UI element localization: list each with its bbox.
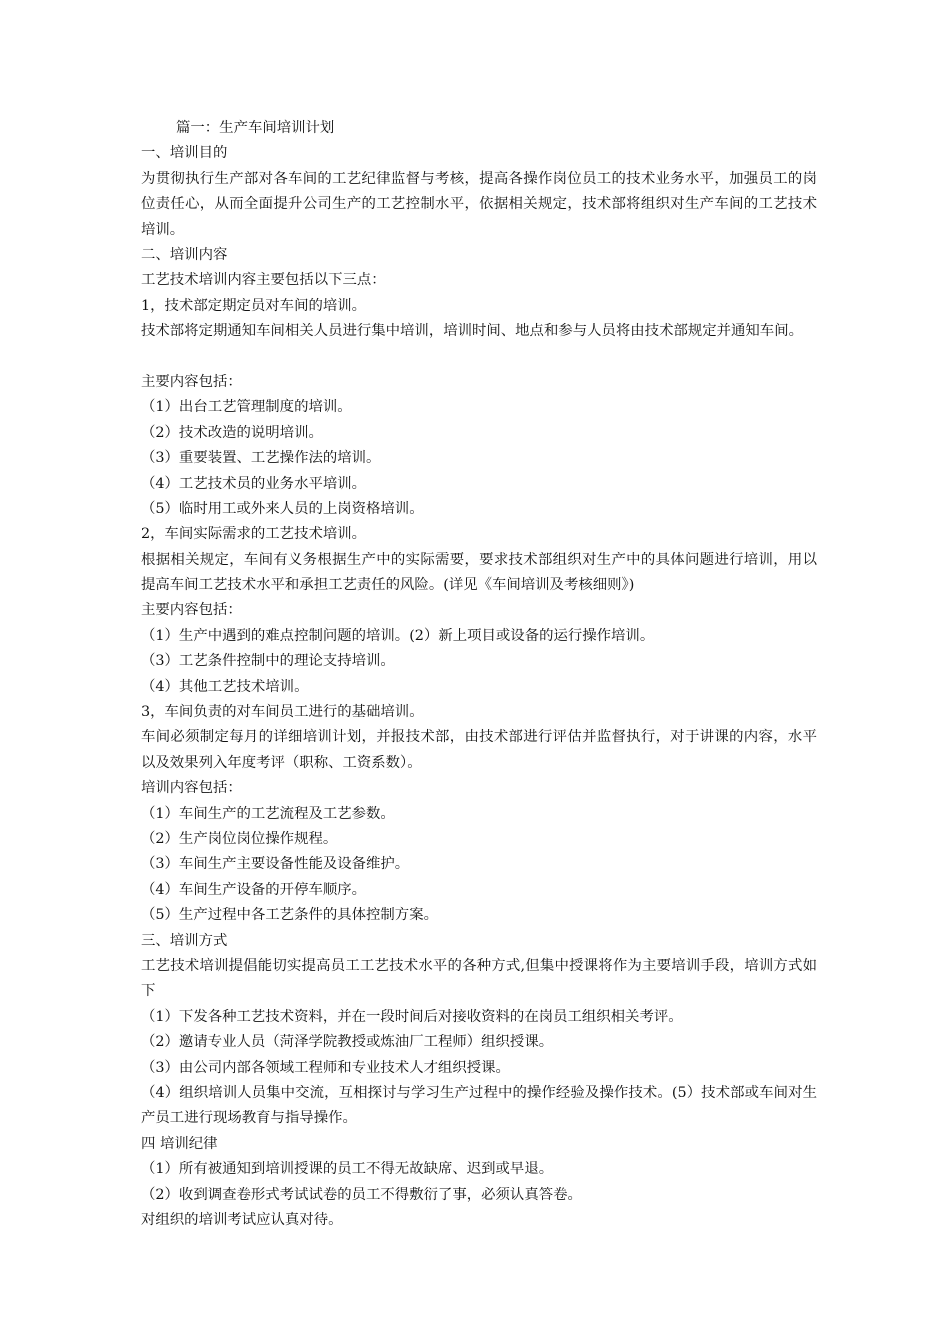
list-item: （5）临时用工或外来人员的上岗资格培训。	[141, 500, 424, 517]
list-label-main-content: 主要内容包括：	[141, 602, 242, 619]
list-item: （1）所有被通知到培训授课的员工不得无故缺席、迟到或早退。	[141, 1161, 554, 1178]
subheading-workshop-needs: 2，车间实际需求的工艺技术培训。	[141, 526, 367, 543]
list-item: （5）生产过程中各工艺条件的具体控制方案。	[141, 907, 438, 924]
subheading-basic-training: 3，车间负责的对车间员工进行的基础培训。	[141, 704, 424, 721]
list-item: （4）工艺技术员的业务水平培训。	[141, 475, 367, 492]
section-heading-content: 二、培训内容	[141, 246, 228, 263]
list-item: （3）重要装置、工艺操作法的培训。	[141, 450, 381, 467]
list-item: （4）其他工艺技术培训。	[141, 678, 309, 695]
paragraph-tech-dept-training: 技术部将定期通知车间相关人员进行集中培训，培训时间、地点和参与人员将由技术部规定并通知车间。	[141, 323, 803, 340]
section-heading-method: 三、培训方式	[141, 932, 228, 949]
list-item: （1）生产中遇到的难点控制问题的培训。(2）新上项目或设备的运行操作培训。	[141, 627, 655, 644]
list-item: （2）生产岗位岗位操作规程。	[141, 831, 338, 847]
paragraph-method: 工艺技术培训提倡能切实提高员工工艺技术水平的各种方式,但集中授课将作为主要培训手段，培训方式如下	[141, 957, 817, 1000]
paragraph-basic-training: 车间必须制定每月的详细培训计划，并报技术部，由技术部进行评估并监督执行，对于讲课的内容，水平以及效果列入年度考评（职称、工资系数）。	[141, 729, 817, 771]
paragraph-purpose: 为贯彻执行生产部对各车间的工艺纪律监督与考核，提高各操作岗位员工的技术业务水平，加强员工的岗位责任心，从而全面提升公司生产的工艺控制水平，依据相关规定，技术部将组织对生产车间的工艺技术培训。	[141, 170, 817, 238]
section-heading-discipline: 四 培训纪律	[141, 1135, 218, 1152]
list-item: （3）工艺条件控制中的理论支持培训。	[141, 653, 395, 670]
paragraph-content-intro: 工艺技术培训内容主要包括以下三点：	[141, 272, 386, 289]
list-item: （3）车间生产主要设备性能及设备维护。	[141, 856, 410, 873]
list-item: （1）车间生产的工艺流程及工艺参数。	[141, 805, 395, 822]
paragraph-workshop-needs: 根据相关规定，车间有义务根据生产中的实际需要，要求技术部组织对生产中的具体问题进行培训，用以提高车间工艺技术水平和承担工艺责任的风险。(详见《车间培训及考核细则》)	[141, 551, 817, 594]
closing-line: 对组织的培训考试应认真对待。	[141, 1211, 343, 1228]
list-item: （4）组织培训人员集中交流，互相探讨与学习生产过程中的操作经验及操作技术。(5）技术部或车间对生产员工进行现场教育与指导操作。	[141, 1084, 817, 1127]
subheading-tech-dept-training: 1，技术部定期定员对车间的培训。	[141, 297, 367, 314]
list-item: （3）由公司内部各领域工程师和专业技术人才组织授课。	[141, 1059, 510, 1076]
list-item: （2）邀请专业人员（菏泽学院教授或炼油厂工程师）组织授课。	[141, 1034, 554, 1051]
list-item: （2）收到调查卷形式考试试卷的员工不得敷衍了事，必须认真答卷。	[141, 1186, 582, 1203]
list-item: （1）出台工艺管理制度的培训。	[141, 399, 352, 416]
list-item: （1）下发各种工艺技术资料，并在一段时间后对接收资料的在岗员工组织相关考评。	[141, 1008, 683, 1025]
list-item: （2）技术改造的说明培训。	[141, 424, 323, 441]
document-body	[141, 116, 817, 1233]
list-label-training-content: 培训内容包括：	[141, 780, 242, 797]
document-title: 篇一：生产车间培训计划	[176, 120, 335, 136]
list-label-main-content: 主要内容包括：	[141, 373, 242, 390]
section-heading-purpose: 一、培训目的	[141, 145, 228, 162]
list-item: （4）车间生产设备的开停车顺序。	[141, 881, 367, 898]
